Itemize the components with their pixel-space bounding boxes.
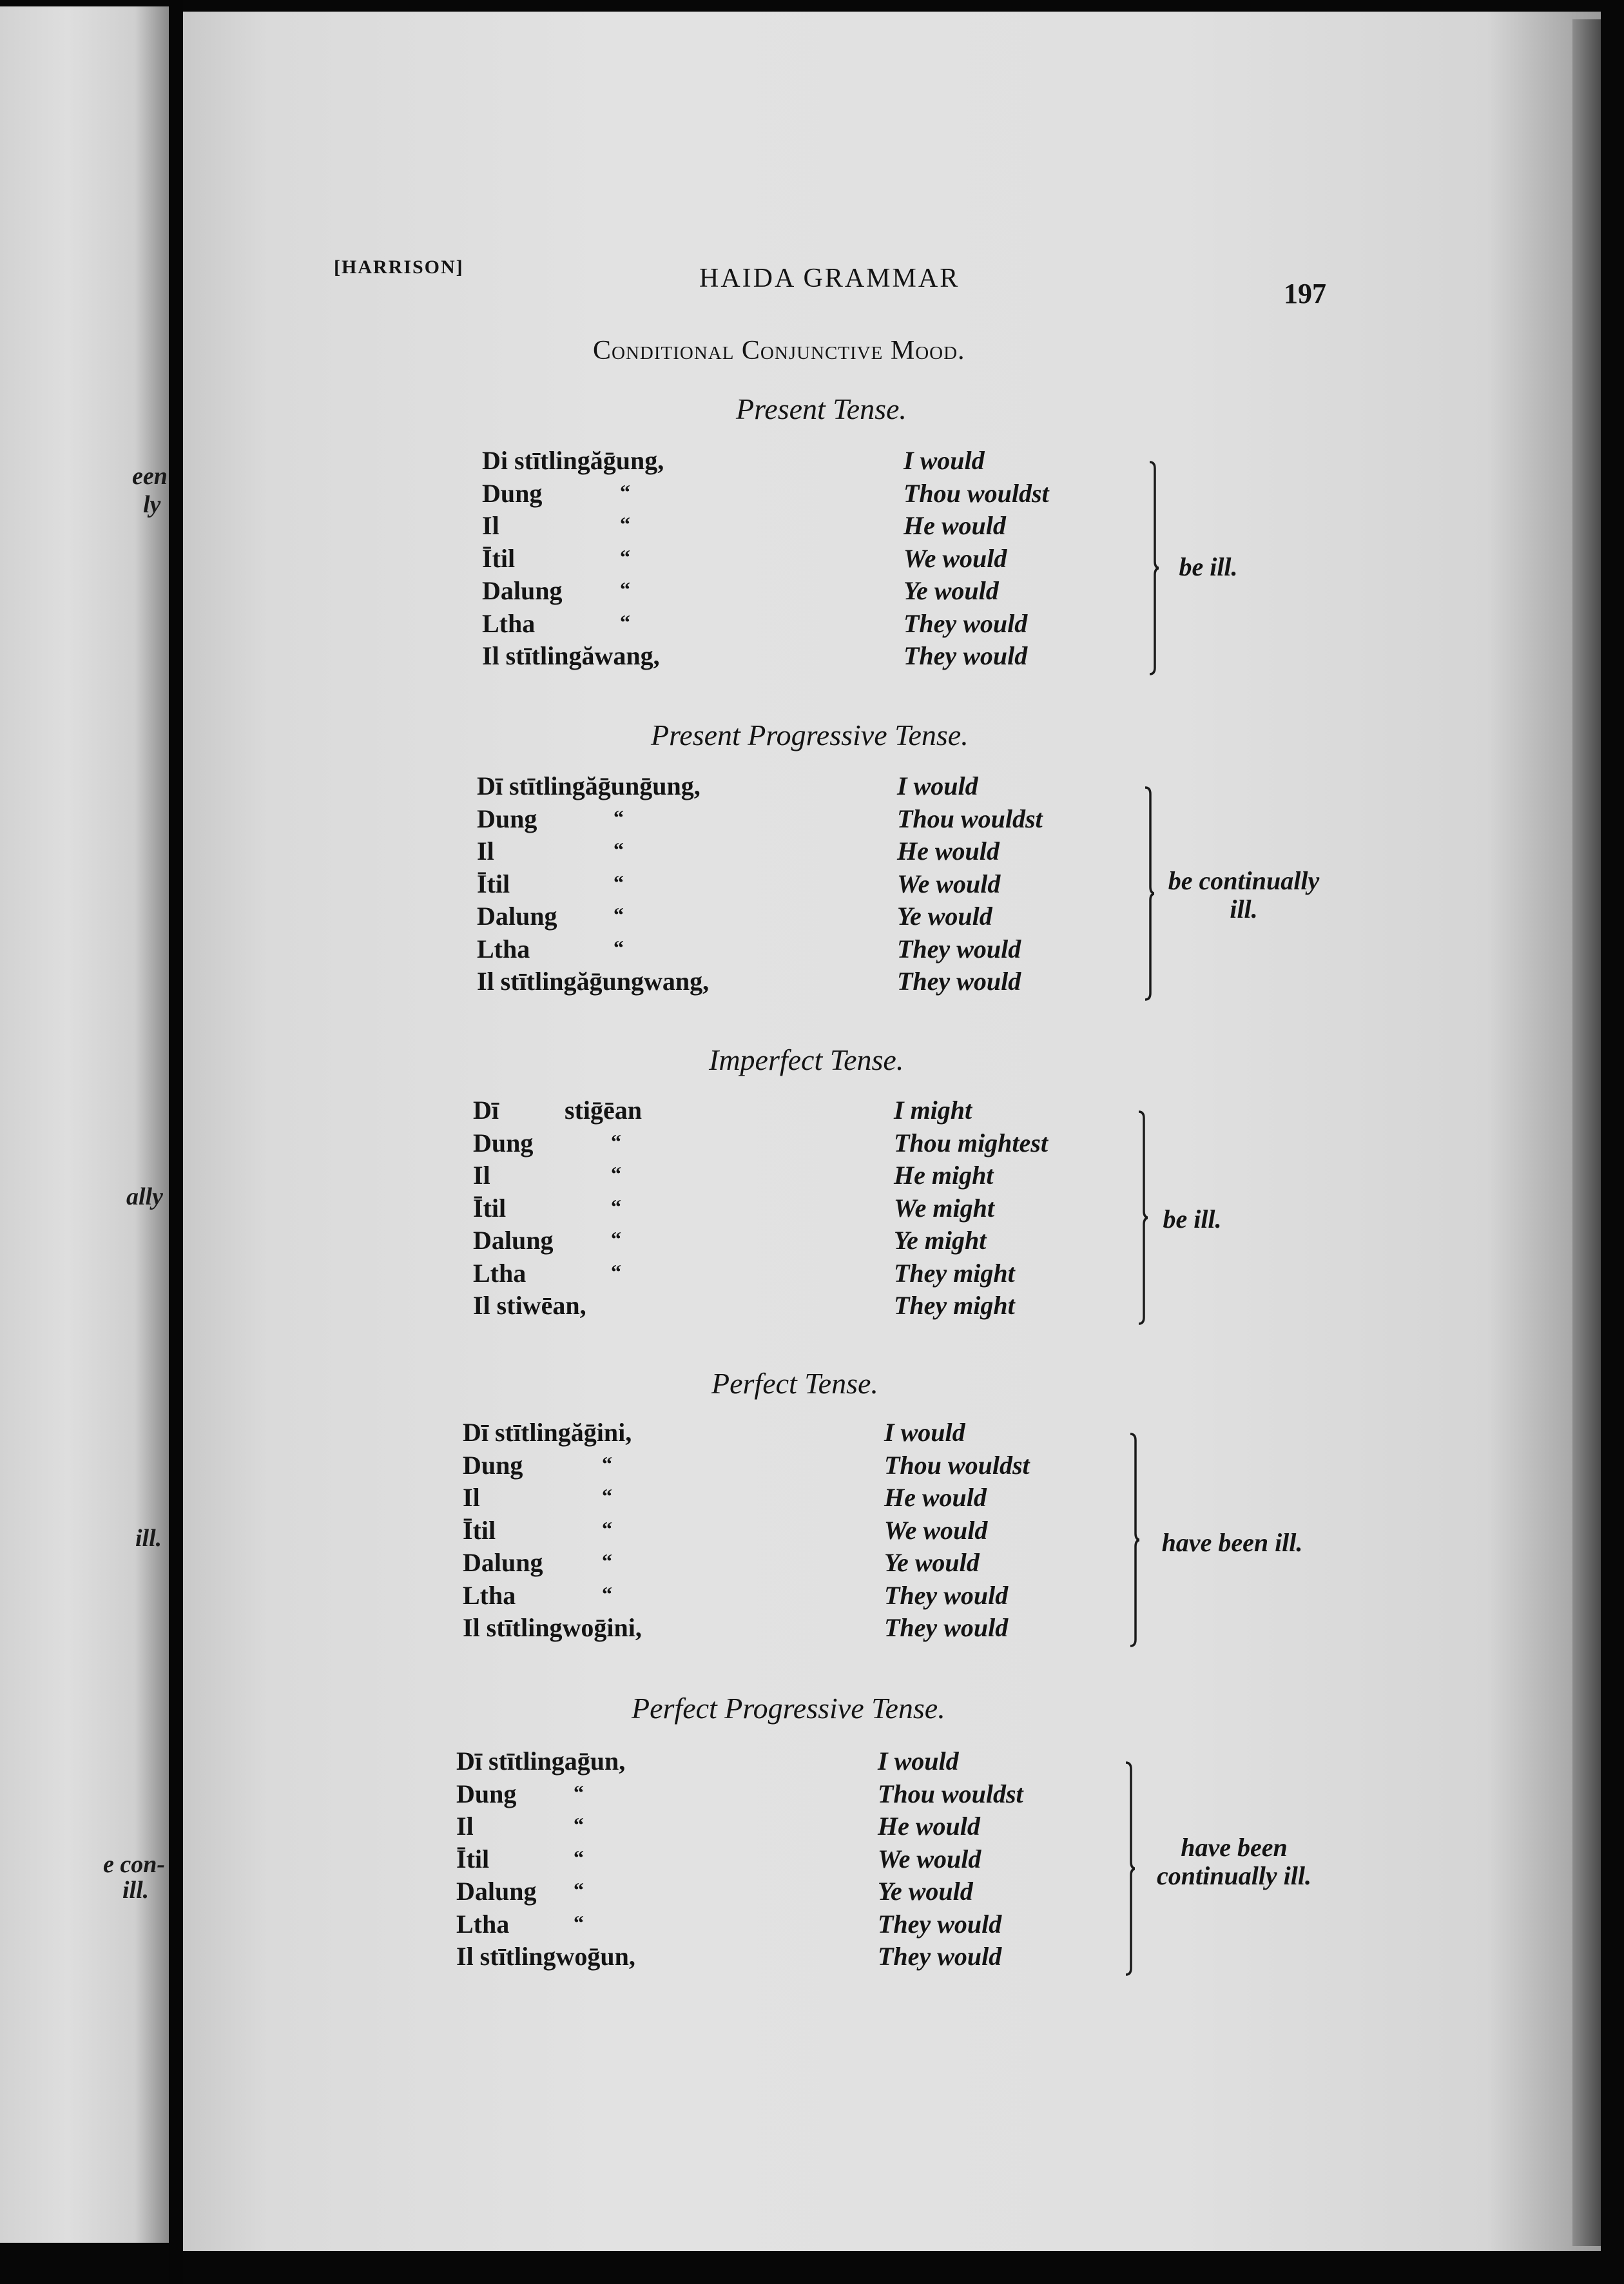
brace-label: be ill. (1179, 552, 1238, 581)
ditto-mark: “ (611, 1227, 621, 1250)
ditto-mark: “ (611, 1162, 621, 1185)
haida-form: Dalung (463, 1548, 543, 1577)
english-gloss: Ye would (878, 1877, 973, 1906)
english-gloss: They would (904, 608, 1028, 638)
left-fragment: ly (143, 491, 161, 518)
english-gloss: Ye would (884, 1548, 980, 1577)
ditto-mark: “ (620, 545, 630, 568)
ditto-mark: “ (611, 1129, 621, 1153)
ditto-mark: “ (614, 805, 624, 829)
right-brace (1148, 461, 1159, 675)
tense-heading: Imperfect Tense. (709, 1043, 904, 1076)
haida-form: Il (473, 1161, 490, 1190)
left-fragment: ill. (122, 1877, 150, 1904)
english-gloss: I would (904, 446, 985, 475)
left-page (0, 6, 169, 2243)
haida-form: Dung (456, 1779, 517, 1808)
english-gloss: They would (878, 1942, 1002, 1971)
english-gloss: We would (904, 543, 1007, 573)
ditto-mark: “ (602, 1516, 612, 1540)
ditto-mark: “ (620, 479, 630, 503)
english-gloss: They would (904, 641, 1028, 670)
english-gloss: I would (878, 1747, 959, 1776)
haida-form: Ltha (482, 608, 536, 638)
haida-form: Ītil (482, 543, 516, 573)
brace-label: have been continually ill. (1156, 1833, 1312, 1890)
brace-label: have been ill. (1161, 1528, 1303, 1557)
haida-form: Di stītlingăḡung, (482, 446, 664, 475)
english-gloss: Thou mightest (894, 1128, 1048, 1157)
ditto-mark: “ (620, 577, 630, 601)
haida-form: Il (482, 511, 499, 540)
haida-form: Il stiwēan, (473, 1291, 586, 1320)
english-gloss: He would (878, 1812, 980, 1841)
tense-heading: Present Progressive Tense. (651, 719, 969, 751)
haida-form: Ltha (473, 1258, 527, 1288)
haida-form: Ītil (473, 1193, 507, 1223)
haida-form: Ītil (477, 869, 510, 898)
haida-form: Dalung (477, 902, 557, 931)
haida-form: Ītil (456, 1844, 490, 1873)
brace-label: be ill. (1163, 1205, 1222, 1234)
haida-form: Dung (463, 1450, 523, 1480)
ditto-mark: “ (611, 1194, 621, 1218)
right-brace (1144, 786, 1154, 1001)
english-gloss: We might (894, 1193, 994, 1223)
english-gloss: We would (884, 1515, 988, 1545)
left-fragment: e con- (103, 1851, 166, 1878)
ditto-mark: “ (602, 1549, 612, 1573)
haida-form-stem: stiḡēan (565, 1096, 642, 1125)
haida-form: Ītil (463, 1515, 496, 1545)
haida-form: Dī stītlingaḡun, (456, 1747, 626, 1776)
haida-form: Dī stītlingăḡini, (463, 1418, 632, 1447)
english-gloss: They would (878, 1909, 1002, 1939)
english-gloss: He might (894, 1161, 994, 1190)
english-gloss: Thou wouldst (878, 1779, 1023, 1808)
brace-label: be continually ill. (1168, 866, 1320, 924)
english-gloss: Ye would (897, 902, 992, 931)
haida-form: Ltha (456, 1909, 510, 1939)
tense-heading: Perfect Progressive Tense. (632, 1692, 945, 1725)
english-gloss: I would (884, 1418, 965, 1447)
english-gloss: They might (894, 1258, 1015, 1288)
haida-form: Dung (473, 1128, 534, 1157)
right-brace (1125, 1761, 1135, 1976)
english-gloss: We would (897, 869, 1001, 898)
haida-form: Il stītlingwoḡini, (463, 1613, 642, 1642)
english-gloss: We would (878, 1844, 981, 1873)
haida-form: Dung (477, 804, 537, 833)
english-gloss: I might (894, 1096, 972, 1125)
ditto-mark: “ (602, 1484, 612, 1507)
english-gloss: Thou wouldst (897, 804, 1043, 833)
english-gloss: They would (897, 967, 1021, 996)
ditto-mark: “ (574, 1780, 584, 1804)
ditto-mark: “ (614, 870, 624, 894)
ditto-mark: “ (574, 1878, 584, 1901)
ditto-mark: “ (574, 1813, 584, 1836)
page-number: 197 (1284, 278, 1326, 309)
left-fragment: een (132, 463, 168, 490)
english-gloss: They would (884, 1613, 1009, 1642)
page-gutter (169, 0, 183, 2284)
ditto-mark: “ (614, 838, 624, 861)
english-gloss: Thou wouldst (884, 1450, 1030, 1480)
haida-form: Dalung (473, 1226, 554, 1255)
english-gloss: Ye might (894, 1226, 987, 1255)
haida-form: Dalung (482, 576, 563, 605)
english-gloss: I would (897, 771, 978, 800)
english-gloss: They would (897, 934, 1021, 963)
haida-form: Dung (482, 478, 543, 508)
haida-form: Il (477, 837, 494, 866)
haida-form: Il stītlingwoḡun, (456, 1942, 635, 1971)
ditto-mark: “ (614, 903, 624, 926)
ditto-mark: “ (620, 512, 630, 536)
english-gloss: Ye would (904, 576, 999, 605)
ditto-mark: “ (611, 1259, 621, 1283)
running-head-author: [HARRISON] (334, 256, 464, 278)
english-gloss: He would (884, 1483, 987, 1512)
haida-form: Il (456, 1812, 474, 1841)
haida-form: Dalung (456, 1877, 537, 1906)
ditto-mark: “ (574, 1910, 584, 1934)
english-gloss: He would (897, 837, 1000, 866)
ditto-mark: “ (602, 1582, 612, 1605)
english-gloss: He would (904, 511, 1006, 540)
english-gloss: They might (894, 1291, 1015, 1320)
haida-form: Il stītlingăḡungwang, (477, 967, 710, 996)
left-fragment: ally (126, 1183, 163, 1210)
page-edge (1572, 19, 1601, 2246)
english-gloss: They would (884, 1580, 1009, 1610)
ditto-mark: “ (602, 1451, 612, 1475)
haida-form: Dī stītlingăḡunḡung, (477, 771, 701, 800)
running-head-title: HAIDA GRAMMAR (699, 264, 960, 293)
haida-form: Il stītlingăwang, (482, 641, 660, 670)
ditto-mark: “ (620, 610, 630, 634)
mood-title: Conditional Conjunctive Mood. (593, 336, 965, 365)
tense-heading: Present Tense. (736, 392, 907, 425)
tense-heading: Perfect Tense. (711, 1367, 878, 1400)
right-brace (1129, 1433, 1139, 1647)
haida-form: Il (463, 1483, 480, 1512)
ditto-mark: “ (574, 1845, 584, 1869)
haida-form: Dī (473, 1096, 499, 1125)
haida-form: Ltha (463, 1580, 516, 1610)
haida-form: Ltha (477, 934, 530, 963)
ditto-mark: “ (614, 935, 624, 959)
right-brace (1137, 1110, 1148, 1325)
left-fragment: ill. (135, 1525, 162, 1552)
english-gloss: Thou wouldst (904, 478, 1049, 508)
